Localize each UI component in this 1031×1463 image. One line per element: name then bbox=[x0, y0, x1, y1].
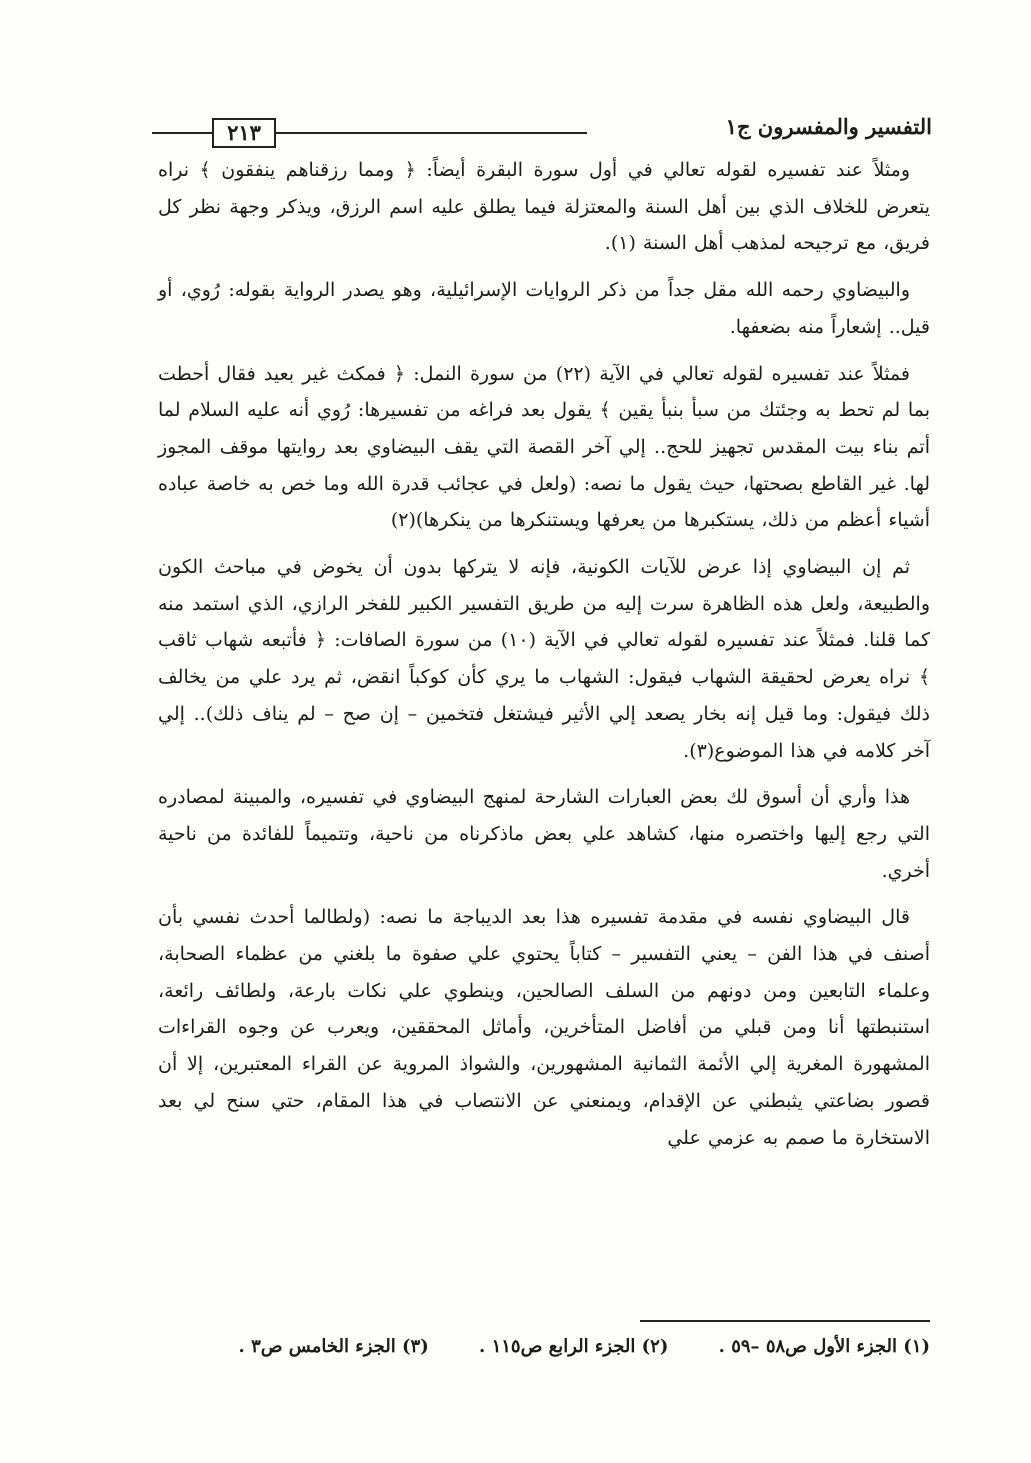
footnote-1: (١) الجزء الأول ص٥٨ –٥٩ . bbox=[718, 1336, 930, 1357]
footnotes bbox=[158, 1330, 930, 1364]
footnote-3: (٣) الجزء الخامس ص٣ . bbox=[238, 1336, 429, 1357]
paragraph-5: هذا وأري أن أسوق لك بعض العبارات الشارحة لمنهج البيضاوي في تفسيره، والمبينة لمصادره التي رجع إليها واختصره منها، كشاهد علي بعض ماذكرناه من ناحية، وتتميماً للفائدة من ناحية أخري. bbox=[158, 786, 930, 882]
footnote-2: (٢) الجزء الرابع ص١١٥ . bbox=[479, 1336, 669, 1357]
paragraph-3: فمثلاً عند تفسيره لقوله تعالي في الآية (٢٢) من سورة النمل: ﴿ فمكث غير بعيد فقال أحطت بما لم تحط به وجئتك من سبأ بنبأ يقين ﴾ يقول بعد فراغه من تفسيرها: رُوي أنه عليه السلام لما أتم بناء بيت المقدس تجهيز للحج.. إلي آخر القصة التي يقف البيضاوي بعد روايتها موقف المجوز لها. غير القاطع بصحتها، حيث يقول ما نصه: (ولعل في عجائب قدرة الله وما خص به خاصة عباده أشياء أعظم من ذلك، يستكبرها من يعرفها ويستنكرها من ينكرها)(٢) bbox=[158, 362, 930, 532]
paragraph-1: ومثلاً عند تفسيره لقوله تعالي في أول سورة البقرة أيضاً: ﴿ ومما رزقناهم ينفقون ﴾ نراه يتعرض للخلاف الذي بين أهل السنة والمعتزلة فيما يطلق عليه اسم الرزق، ويذكر وجهة نظر كل فريق، مع ترجيحه لمذهب أهل السنة (١). bbox=[158, 159, 930, 255]
paragraph-6: قال البيضاوي نفسه في مقدمة تفسيره هذا بعد الديباجة ما نصه: (ولطالما أحدث نفسي بأن أصنف في هذا الفن – يعني التفسير – كتاباً يحتوي علي صفوة ما بلغني من عظماء الصحابة، وعلماء التابعين ومن دونهم من السلف الصالحين، وينطوي علي نكات بارعة، ولطائف رائعة، استنبطتها أنا ومن قبلي من أفاضل المتأخرين، وأماثل المحققين، ويعرب عن وجوه القراءات المشهورة المغرية إلي الأئمة الثمانية المشهورين، والشواذ المروية عن القراء المعتبرين، إلا أن قصور بضاعتي يثبطني عن الإقدام، ويمنعني عن الانتصاب في هذا المقام، حتي سنح لي بعد الاستخارة ما صمم به عزمي علي bbox=[158, 906, 930, 1149]
paragraph-2: والبيضاوي رحمه الله مقل جداً من ذكر الروايات الإسرائيلية، وهو يصدر الرواية بقوله: رُوي، أو قيل.. إشعاراً منه بضعفها. bbox=[158, 279, 930, 338]
paragraph-4: ثم إن البيضاوي إذا عرض للآيات الكونية، فإنه لا يتركها بدون أن يخوض في مباحث الكون والطبيعة، ولعل هذه الظاهرة سرت إليه من طريق التفسير الكبير للفخر الرازي، الذي استمد منه كما قلنا. فمثلاً عند تفسيره لقوله تعالي في الآية (١٠) من سورة الصافات: ﴿ فأتبعه شهاب ثاقب ﴾ نراه يعرض لحقيقة الشهاب فيقول: الشهاب ما يري كأن كوكباً انقض، ثم يرد علي من يخالف ذلك فيقول: وما قيل إنه بخار يصعد إلي الأثير فيشتغل فتخمين – إن صح – لم يناف ذلك).. إلي آخر كلامه في هذا الموضوع(٣). bbox=[158, 556, 930, 762]
header-rule bbox=[276, 132, 587, 134]
footnote-separator bbox=[640, 1320, 930, 1322]
page-body bbox=[158, 152, 930, 1166]
running-title: التفسير والمفسرون ج١ bbox=[725, 114, 932, 139]
page-number: ٢١٣ bbox=[212, 118, 276, 148]
header-rule-left bbox=[152, 132, 212, 134]
page-header bbox=[152, 110, 932, 150]
